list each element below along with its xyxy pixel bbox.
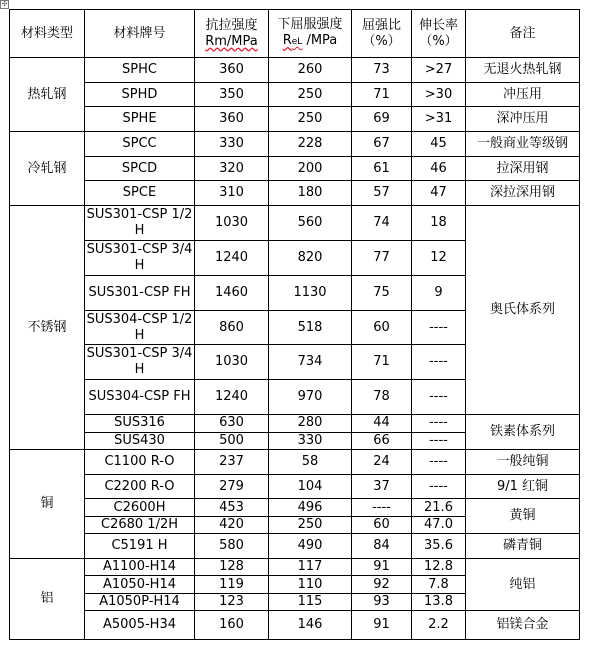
cell-grade: C2680 1/2H — [85, 516, 195, 533]
cell-ratio: 73 — [352, 58, 412, 83]
cell-yield: 115 — [269, 593, 352, 610]
cell-tensile: 860 — [195, 310, 269, 345]
cell-yield: 330 — [269, 432, 352, 449]
table-move-handle-icon[interactable]: ✣ — [1, 0, 8, 8]
cell-elongation: 21.6 — [412, 499, 466, 516]
group-copper: 铜 — [10, 450, 85, 559]
cell-ratio: 91 — [352, 558, 412, 575]
cell-note: 深冲压用 — [466, 107, 580, 132]
table-row — [10, 82, 580, 107]
cell-elongation: >27 — [412, 58, 466, 83]
table-row — [10, 558, 580, 575]
cell-tensile: 350 — [195, 82, 269, 107]
cell-tensile: 320 — [195, 156, 269, 181]
cell-grade: SUS301-CSP 1/2H — [85, 205, 195, 240]
note-ferritic: 铁素体系列 — [466, 415, 580, 450]
cell-tensile: 160 — [195, 611, 269, 640]
group-stainless: 不锈钢 — [10, 205, 85, 449]
cell-tensile: 330 — [195, 132, 269, 157]
cell-tensile: 123 — [195, 593, 269, 610]
cell-ratio: 66 — [352, 432, 412, 449]
table-row — [10, 132, 580, 157]
cell-elongation: 35.6 — [412, 534, 466, 559]
cell-ratio: 24 — [352, 450, 412, 475]
cell-elongation: 47 — [412, 181, 466, 206]
header-tensile-strength — [195, 10, 269, 58]
cell-yield: 490 — [269, 534, 352, 559]
cell-note: 一般纯铜 — [466, 450, 580, 475]
header-yield-ratio — [352, 10, 412, 58]
cell-elongation: 45 — [412, 132, 466, 157]
header-yield-symbol: R — [282, 33, 292, 49]
cell-yield: 260 — [269, 58, 352, 83]
cell-elongation: ---- — [412, 380, 466, 415]
cell-tensile: 279 — [195, 474, 269, 499]
header-yield-strength — [269, 10, 352, 58]
cell-elongation: ---- — [412, 474, 466, 499]
cell-note: 无退火热轧钢 — [466, 58, 580, 83]
cell-ratio: 60 — [352, 310, 412, 345]
cell-yield: 58 — [269, 450, 352, 475]
cell-yield: 560 — [269, 205, 352, 240]
cell-elongation: 9 — [412, 275, 466, 310]
table-row — [10, 156, 580, 181]
table-row — [10, 58, 580, 83]
table-row — [10, 534, 580, 559]
cell-tensile: 453 — [195, 499, 269, 516]
cell-grade: A1050P-H14 — [85, 593, 195, 610]
cell-elongation: >31 — [412, 107, 466, 132]
cell-ratio: 37 — [352, 474, 412, 499]
cell-ratio: 71 — [352, 82, 412, 107]
cell-yield: 496 — [269, 499, 352, 516]
cell-ratio: 92 — [352, 576, 412, 593]
cell-ratio: 78 — [352, 380, 412, 415]
table-row — [10, 181, 580, 206]
cell-note: 铝镁合金 — [466, 611, 580, 640]
cell-yield: 250 — [269, 82, 352, 107]
cell-yield: 104 — [269, 474, 352, 499]
cell-tensile: 630 — [195, 415, 269, 432]
table-row — [10, 415, 580, 432]
cell-grade: SPCD — [85, 156, 195, 181]
cell-elongation: 12.8 — [412, 558, 466, 575]
cell-grade: SUS301-CSP 3/4H — [85, 240, 195, 275]
cell-ratio: 61 — [352, 156, 412, 181]
cell-tensile: 128 — [195, 558, 269, 575]
cell-elongation: 12 — [412, 240, 466, 275]
cell-yield: 117 — [269, 558, 352, 575]
group-hot-rolled: 热轧钢 — [10, 58, 85, 132]
cell-elongation: 46 — [412, 156, 466, 181]
cell-note: 拉深用钢 — [466, 156, 580, 181]
cell-tensile: 1030 — [195, 205, 269, 240]
table-row — [10, 499, 580, 516]
cell-tensile: 420 — [195, 516, 269, 533]
header-material-type: 材料类型 — [10, 10, 85, 58]
cell-ratio: 44 — [352, 415, 412, 432]
cell-ratio: 91 — [352, 611, 412, 640]
note-brass: 黄铜 — [466, 499, 580, 534]
header-yield-label: 下屈服强度 — [277, 17, 343, 33]
table-row — [10, 450, 580, 475]
cell-note: 深拉深用钢 — [466, 181, 580, 206]
cell-grade: SPHE — [85, 107, 195, 132]
note-pure-aluminum: 纯铝 — [466, 558, 580, 610]
cell-grade: SPHC — [85, 58, 195, 83]
cell-grade: A5005-H34 — [85, 611, 195, 640]
cell-note: 9/1 红铜 — [466, 474, 580, 499]
cell-note: 磷青铜 — [466, 534, 580, 559]
cell-tensile: 580 — [195, 534, 269, 559]
header-yield-unit: /MPa — [302, 33, 338, 49]
cell-grade: SUS304-CSP 1/2 H — [85, 310, 195, 345]
cell-grade: A1100-H14 — [85, 558, 195, 575]
cell-ratio: 77 — [352, 240, 412, 275]
cell-ratio: 57 — [352, 181, 412, 206]
cell-ratio: 74 — [352, 205, 412, 240]
cell-elongation: 47.0 — [412, 516, 466, 533]
cell-grade: SPHD — [85, 82, 195, 107]
header-ratio-label: 屈强比 — [361, 17, 401, 33]
cell-tensile: 500 — [195, 432, 269, 449]
cell-tensile: 119 — [195, 576, 269, 593]
material-properties-table — [9, 9, 580, 640]
cell-elongation: ---- — [412, 310, 466, 345]
cell-tensile: 1240 — [195, 380, 269, 415]
table-row — [10, 474, 580, 499]
header-note: 备注 — [466, 10, 580, 58]
cell-tensile: 1030 — [195, 345, 269, 380]
cell-ratio: ---- — [352, 499, 412, 516]
cell-elongation: ---- — [412, 432, 466, 449]
cell-ratio: 69 — [352, 107, 412, 132]
cell-elongation: 2.2 — [412, 611, 466, 640]
cell-yield: 518 — [269, 310, 352, 345]
cell-grade: SUS301-CSP FH — [85, 275, 195, 310]
cell-yield: 970 — [269, 380, 352, 415]
header-ratio-unit: （%） — [362, 33, 401, 49]
header-yield-subscript: eL — [291, 37, 303, 48]
cell-grade: SPCC — [85, 132, 195, 157]
header-tensile-label: 抗拉强度 — [205, 17, 258, 33]
cell-grade: A1050-H14 — [85, 576, 195, 593]
table-row — [10, 107, 580, 132]
cell-elongation: ---- — [412, 450, 466, 475]
cell-grade: SUS316 — [85, 415, 195, 432]
cell-yield: 820 — [269, 240, 352, 275]
header-material-grade: 材料牌号 — [85, 10, 195, 58]
cell-grade: SUS301-CSP 3/4H — [85, 345, 195, 380]
cell-tensile: 360 — [195, 58, 269, 83]
cell-ratio: 71 — [352, 345, 412, 380]
cell-yield: 228 — [269, 132, 352, 157]
cell-yield: 180 — [269, 181, 352, 206]
cell-tensile: 237 — [195, 450, 269, 475]
cell-note: 一般商业等级钢 — [466, 132, 580, 157]
group-aluminum: 铝 — [10, 558, 85, 639]
cell-yield: 110 — [269, 576, 352, 593]
group-cold-rolled: 冷轧钢 — [10, 132, 85, 206]
table-row — [10, 205, 580, 240]
cell-tensile: 360 — [195, 107, 269, 132]
cell-tensile: 1240 — [195, 240, 269, 275]
cell-grade: C2200 R-O — [85, 474, 195, 499]
cell-grade: C2600H — [85, 499, 195, 516]
cell-elongation: ---- — [412, 415, 466, 432]
cell-tensile: 310 — [195, 181, 269, 206]
cell-elongation: 7.8 — [412, 576, 466, 593]
cell-yield: 250 — [269, 107, 352, 132]
cell-ratio: 84 — [352, 534, 412, 559]
note-austenitic: 奥氏体系列 — [466, 205, 580, 414]
cell-grade: SUS304-CSP FH — [85, 380, 195, 415]
cell-yield: 280 — [269, 415, 352, 432]
cell-ratio: 93 — [352, 593, 412, 610]
cell-grade: C5191 H — [85, 534, 195, 559]
cell-elongation: ---- — [412, 345, 466, 380]
header-elong-unit: （%） — [419, 33, 458, 49]
cell-ratio: 67 — [352, 132, 412, 157]
header-row — [10, 10, 580, 58]
cell-elongation: >30 — [412, 82, 466, 107]
cell-ratio: 60 — [352, 516, 412, 533]
header-tensile-unit: Rm/MPa — [205, 33, 258, 49]
header-elongation — [412, 10, 466, 58]
cell-yield: 1130 — [269, 275, 352, 310]
cell-yield: 250 — [269, 516, 352, 533]
cell-grade: SPCE — [85, 181, 195, 206]
cell-yield: 200 — [269, 156, 352, 181]
cell-grade: SUS430 — [85, 432, 195, 449]
table-row — [10, 611, 580, 640]
cell-yield: 734 — [269, 345, 352, 380]
cell-yield: 146 — [269, 611, 352, 640]
cell-elongation: 13.8 — [412, 593, 466, 610]
cell-ratio: 75 — [352, 275, 412, 310]
cell-tensile: 1460 — [195, 275, 269, 310]
header-elong-label: 伸长率 — [418, 17, 458, 33]
cell-grade: C1100 R-O — [85, 450, 195, 475]
cell-elongation: 18 — [412, 205, 466, 240]
cell-note: 冲压用 — [466, 82, 580, 107]
